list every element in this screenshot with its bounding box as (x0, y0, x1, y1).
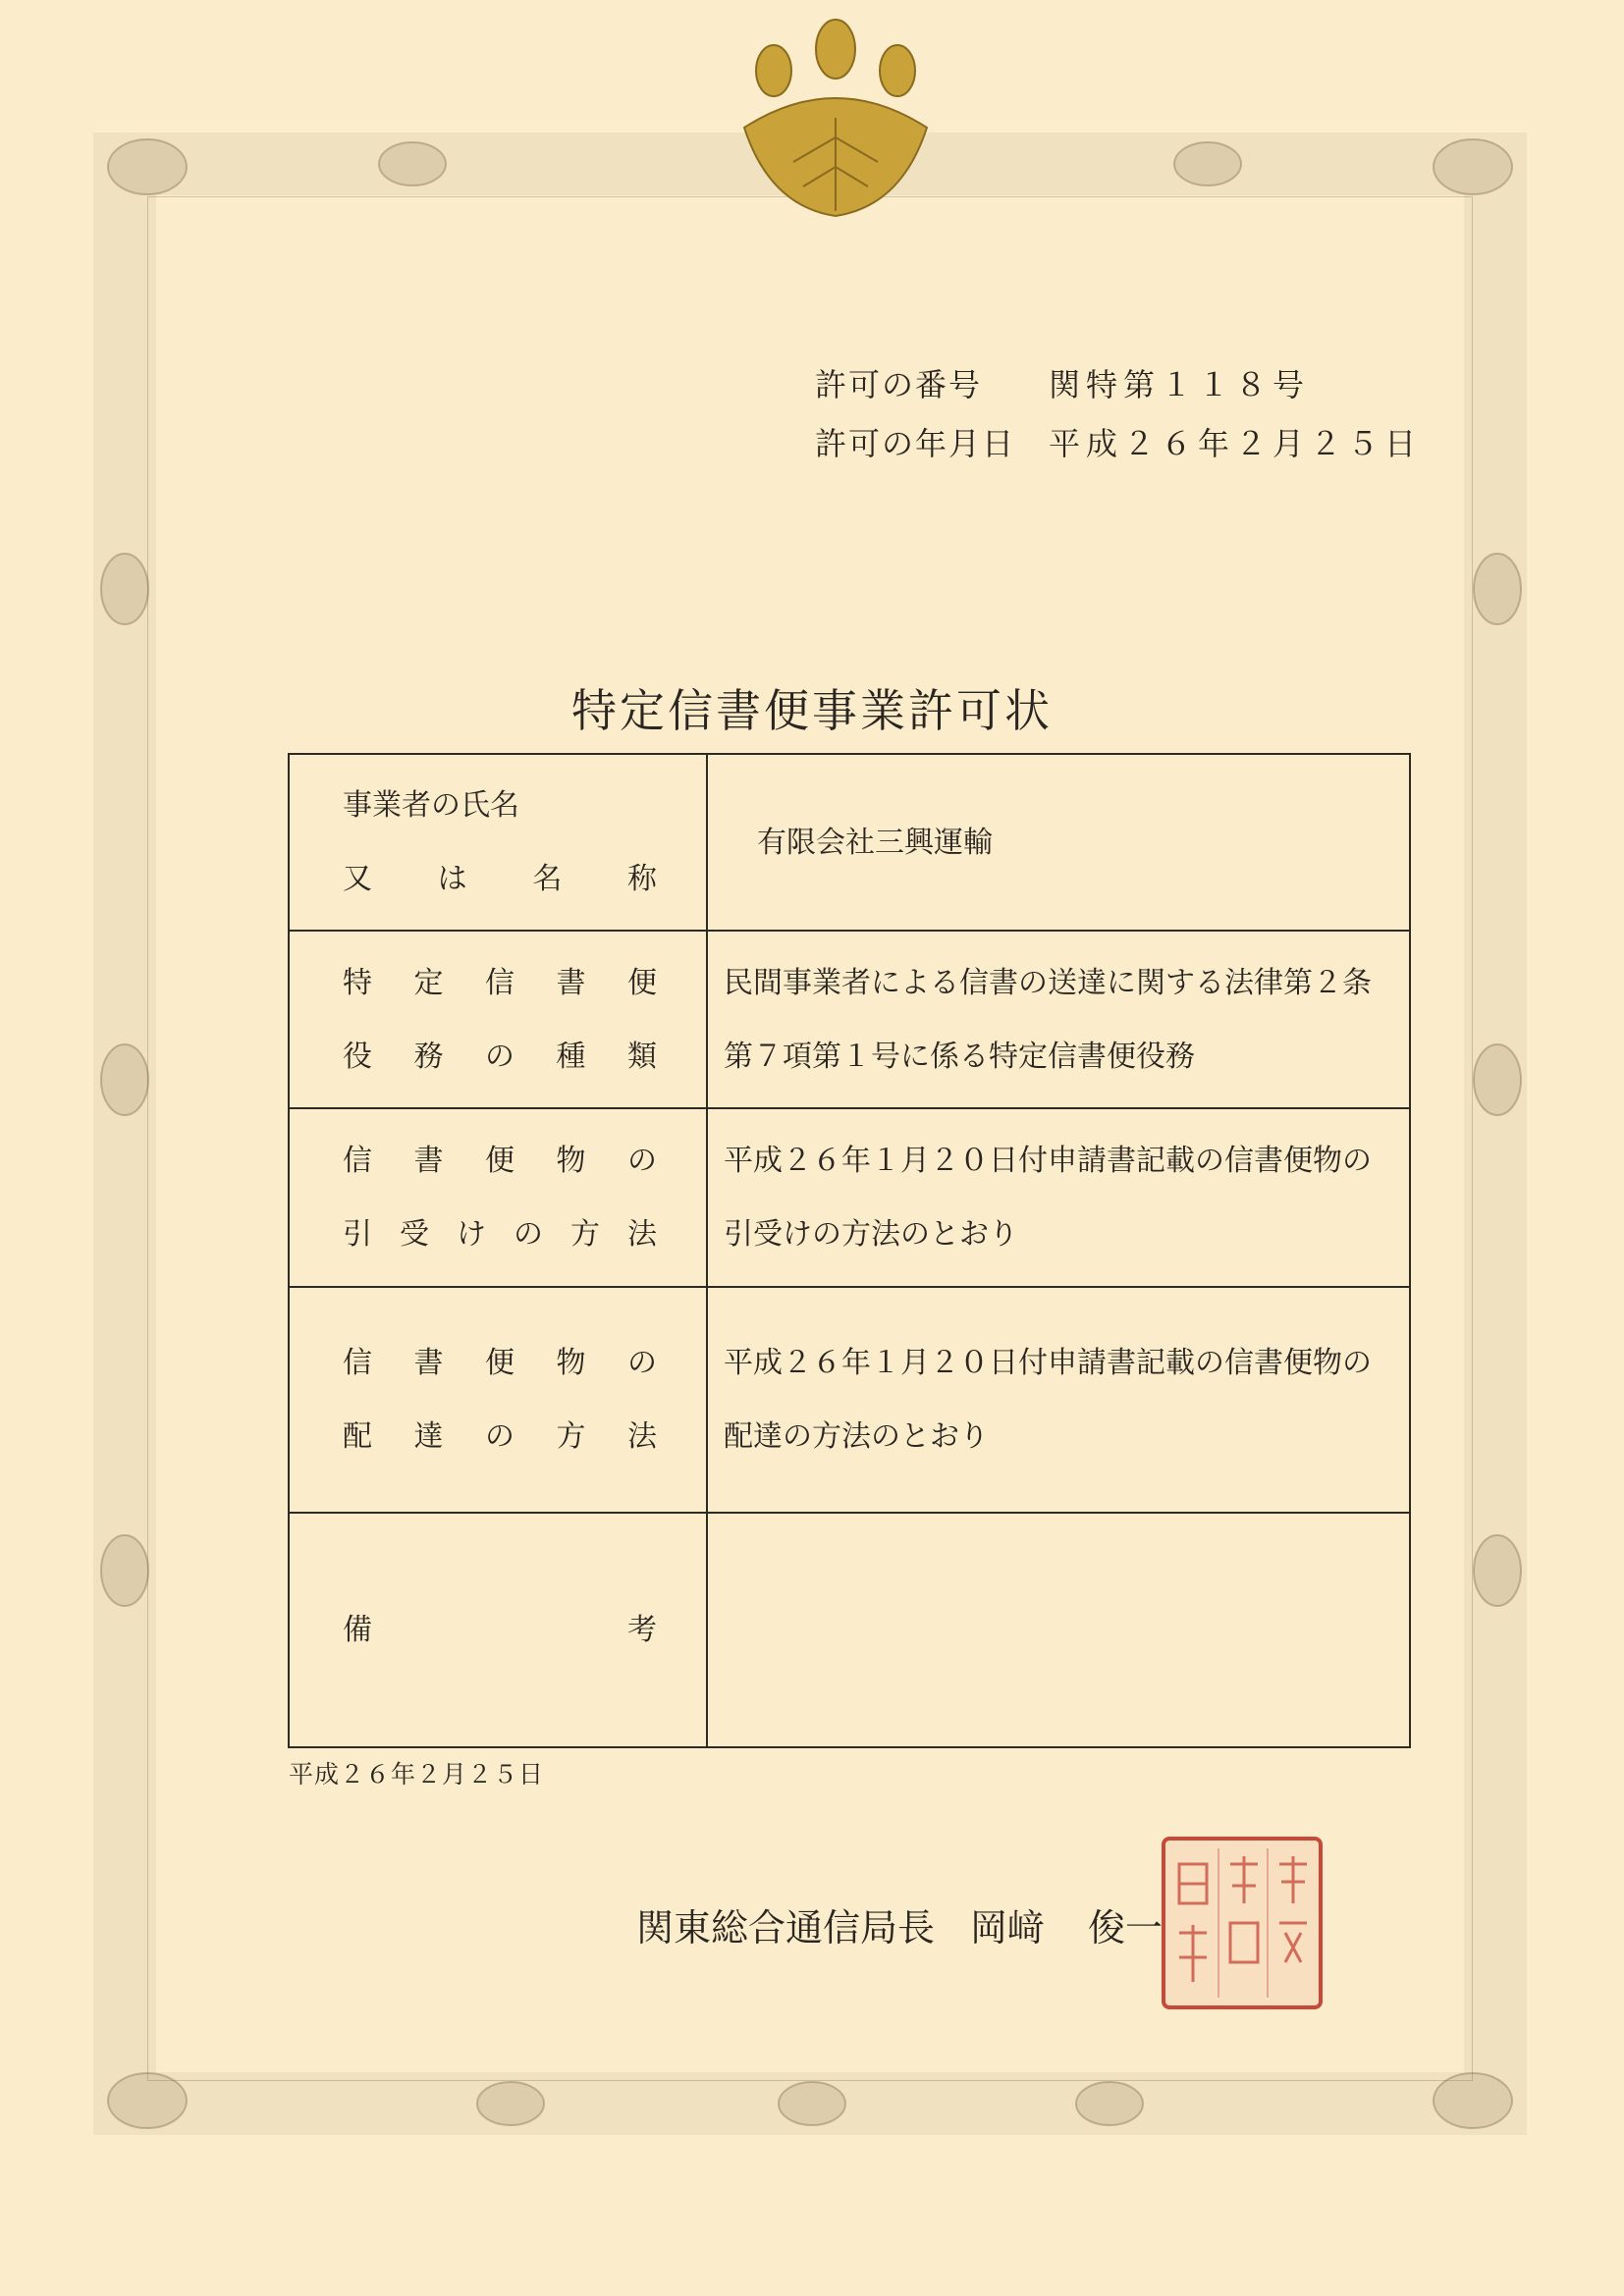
label-char: 引 (343, 1217, 372, 1252)
label-char: 受 (400, 1217, 429, 1252)
label-char: 信 (343, 1346, 372, 1380)
label-char: 考 (627, 1613, 657, 1647)
label-cell (289, 1287, 707, 1513)
label-char: 称 (626, 862, 657, 896)
spread-label-line (343, 1400, 657, 1473)
spread-label-line (343, 1020, 657, 1094)
table-row-acceptance-method (289, 1108, 1410, 1287)
label-char: の (485, 1039, 514, 1074)
label-char: 信 (485, 965, 514, 1000)
permit-info (815, 355, 1422, 473)
label-char: 達 (413, 1419, 444, 1454)
label-cell (289, 754, 707, 931)
value-line: 平成２６年１月２０日付申請書記載の信書便物の (724, 1346, 1372, 1380)
label-char: 法 (627, 1419, 657, 1454)
spread-label-line (343, 1198, 657, 1271)
label-cell (289, 1513, 707, 1747)
label-char: 物 (556, 1144, 586, 1178)
spread-label-line (343, 1326, 657, 1400)
official-seal-stamp (1160, 1835, 1325, 2011)
label-cell (289, 931, 707, 1108)
label-char: 書 (413, 1346, 444, 1380)
label-char: 務 (413, 1039, 444, 1074)
label-char: 役 (343, 1039, 372, 1074)
label-char: 便 (627, 965, 657, 1000)
permit-number-value: 関特第１１８号 (1049, 366, 1311, 403)
official-seal (1160, 1835, 1325, 2011)
label-char: 物 (556, 1346, 586, 1380)
value-cell (707, 931, 1410, 1108)
label-char: の (627, 1144, 657, 1178)
permit-number-label: 許可の番号 (815, 366, 983, 403)
label-char: 備 (343, 1613, 372, 1647)
label-char: 方 (570, 1217, 600, 1252)
label-char: 特 (343, 965, 372, 1000)
value-cell (707, 754, 1410, 931)
label-char: 便 (485, 1346, 514, 1380)
value-line: 平成２６年１月２０日付申請書記載の信書便物の (724, 1144, 1372, 1178)
label-char: 配 (343, 1419, 372, 1454)
table-row-service-type (289, 931, 1410, 1108)
permit-date-row (815, 414, 1422, 473)
signatory-family-name: 岡﨑 (970, 1906, 1046, 1949)
label-char: 方 (556, 1419, 586, 1454)
table-row-notes (289, 1513, 1410, 1747)
label-char: 名 (532, 862, 563, 896)
value-line: 民間事業者による信書の送達に関する法律第２条 (724, 965, 1372, 1000)
label-char: 書 (556, 965, 586, 1000)
label-line: 事業者の氏名 (343, 788, 519, 823)
table-row-delivery-method (289, 1287, 1410, 1513)
label-char: 便 (485, 1144, 514, 1178)
label-char: の (485, 1419, 514, 1454)
label-char: 類 (627, 1039, 657, 1074)
notes-value-cell (707, 1513, 1410, 1747)
table-row-business-name (289, 754, 1410, 931)
business-name-value: 有限会社三興運輸 (757, 825, 993, 860)
value-cell (707, 1287, 1410, 1513)
value-cell (707, 1108, 1410, 1287)
value-line: 配達の方法のとおり (724, 1419, 989, 1454)
permit-number-row (815, 355, 1422, 414)
label-char: 種 (556, 1039, 586, 1074)
signature-line (636, 1897, 1163, 1951)
label-cell (289, 1108, 707, 1287)
spread-label-line (343, 1124, 657, 1198)
paulownia-crest-emblem (695, 10, 976, 241)
label-char: け (457, 1217, 486, 1252)
label-char: は (437, 862, 467, 896)
signatory-given-name: 俊一 (1088, 1906, 1164, 1949)
permit-details-table (288, 753, 1411, 1748)
spread-label-line (343, 842, 657, 916)
label-char: 書 (413, 1144, 444, 1178)
permit-date-value: 平成２６年２月２５日 (1049, 425, 1423, 462)
label-char: 法 (627, 1217, 657, 1252)
issue-date: 平成２６年２月２５日 (289, 1760, 545, 1789)
signatory-office: 関東総合通信局長 (636, 1906, 936, 1949)
label-char: の (627, 1346, 657, 1380)
label-char: 信 (343, 1144, 372, 1178)
document-title: 特定信書便事業許可状 (571, 684, 1053, 737)
spread-label-line (343, 946, 657, 1020)
permit-date-label: 許可の年月日 (815, 425, 1016, 462)
value-line: 引受けの方法のとおり (724, 1217, 1018, 1252)
value-line: 第７項第１号に係る特定信書便役務 (724, 1039, 1195, 1074)
label-char: 定 (413, 965, 444, 1000)
label-char: 又 (343, 862, 372, 896)
label-char: の (514, 1217, 543, 1252)
spread-label-line (343, 1593, 657, 1667)
